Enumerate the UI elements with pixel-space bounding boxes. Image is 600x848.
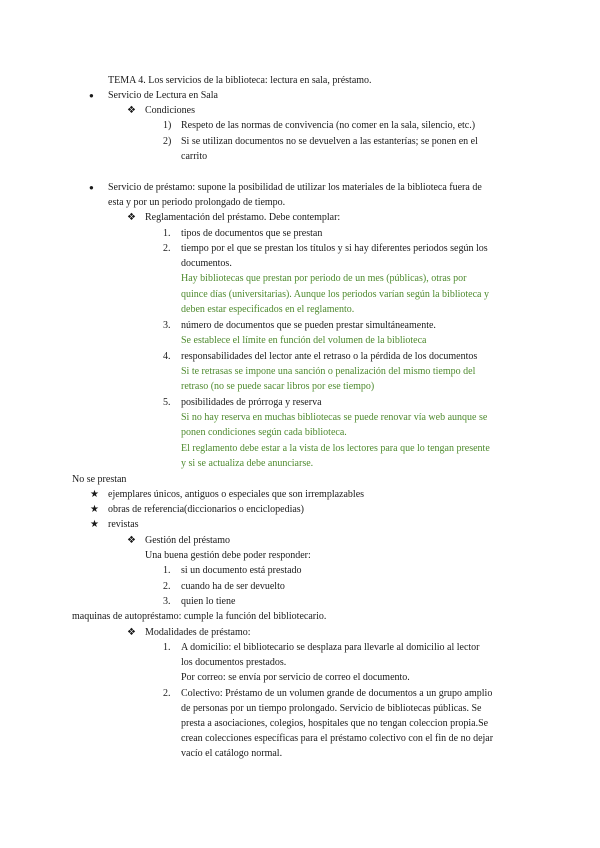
- list-item: si un documento está prestado: [181, 565, 302, 576]
- diamond-bullet-icon: ❖: [127, 105, 136, 116]
- list-item: cuando ha de ser devuelto: [181, 581, 285, 592]
- list-number: 2.: [163, 243, 171, 254]
- list-item: ejemplares únicos, antiguos o especiales que son irremplazables: [108, 489, 365, 500]
- note-line: El reglamento debe estar a la vista de los lectores para que lo tengan presente: [181, 443, 490, 454]
- list-item: presta a asociaciones, colegios, hospitales que no tengan coleccion propia.Se: [181, 718, 489, 729]
- list-number: 5.: [163, 397, 171, 408]
- note-line: Si no hay reserva en muchas bibliotecas se puede renovar vía web aunque se: [181, 412, 488, 423]
- list-number: 1): [163, 120, 172, 131]
- list-item: revistas: [108, 519, 139, 530]
- list-number: 1.: [163, 228, 171, 239]
- list-item: tiempo por el que se prestan los títulos y si hay diferentes periodos según los: [181, 243, 488, 254]
- no-prestan-heading: No se prestan: [72, 474, 127, 485]
- star-bullet-icon: ★: [90, 504, 99, 515]
- gestion-heading: Gestión del préstamo: [145, 535, 230, 546]
- star-bullet-icon: ★: [90, 489, 99, 500]
- star-bullet-icon: ★: [90, 519, 99, 530]
- bullet-dot: ●: [89, 91, 94, 100]
- note-line: Hay bibliotecas que prestan por periodo de un mes (públicas), otras por: [181, 273, 467, 284]
- diamond-bullet-icon: ❖: [127, 535, 136, 546]
- list-number: 2.: [163, 581, 171, 592]
- modalidades-heading: Modalidades de préstamo:: [145, 627, 251, 638]
- list-item: carrito: [181, 151, 208, 162]
- list-item: tipos de documentos que se prestan: [181, 228, 323, 239]
- prestamo-line: Servicio de préstamo: supone la posibilidad de utilizar los materiales de la biblioteca fuera de: [108, 182, 482, 193]
- list-number: 1.: [163, 565, 171, 576]
- list-item: responsabilidades del lector ante el retraso o la pérdida de los documentos: [181, 351, 478, 362]
- list-number: 3.: [163, 596, 171, 607]
- list-number: 3.: [163, 320, 171, 331]
- list-item: crean colecciones específicas para el préstamo colectivo con el fin de no dejar: [181, 733, 494, 744]
- note-line: retraso (no se puede sacar libros por ese tiempo): [181, 381, 375, 392]
- page-title: TEMA 4. Los servicios de la biblioteca: lectura en sala, préstamo.: [108, 75, 372, 86]
- list-item: posibilidades de prórroga y reserva: [181, 397, 322, 408]
- prestamo-line: esta y por un periodo prolongado de tiempo.: [108, 197, 286, 208]
- list-item: documentos.: [181, 258, 232, 269]
- list-item: quien lo tiene: [181, 596, 236, 607]
- list-item: obras de referencia(diccionarios o enciclopedias): [108, 504, 305, 515]
- sala-sub: Condiciones: [145, 105, 195, 116]
- list-item: Respeto de las normas de convivencia (no comer en la sala, silencio, etc.): [181, 120, 476, 131]
- note-line: ponen condiciones según cada biblioteca.: [181, 427, 347, 438]
- list-item: número de documentos que se pueden prestar simultáneamente.: [181, 320, 436, 331]
- sala-heading: Servicio de Lectura en Sala: [108, 90, 218, 101]
- list-number: 2): [163, 136, 172, 147]
- gestion-intro: Una buena gestión debe poder responder:: [145, 550, 311, 561]
- bullet-dot: ●: [89, 183, 94, 192]
- list-item: A domicilio: el bibliotecario se desplaza para llevarle al domicilio al lector: [181, 642, 480, 653]
- list-item: Por correo: se envía por servicio de correo el documento.: [181, 672, 410, 683]
- note-line: deben estar especificados en el reglamento.: [181, 304, 355, 315]
- list-number: 1.: [163, 642, 171, 653]
- list-item: los documentos prestados.: [181, 657, 287, 668]
- list-item: de personas por un tiempo prolongado. Servicio de bibliotecas públicas. Se: [181, 703, 482, 714]
- diamond-bullet-icon: ❖: [127, 212, 136, 223]
- note-line: Si te retrasas se impone una sanción o penalización del mismo tiempo del: [181, 366, 476, 377]
- list-item: Si se utilizan documentos no se devuelven a las estanterías; se ponen en el: [181, 136, 478, 147]
- list-item: Colectivo: Préstamo de un volumen grande de documentos a un grupo amplio: [181, 688, 493, 699]
- note-line: Se establece el límite en función del volumen de la biblioteca: [181, 335, 427, 346]
- list-number: 2.: [163, 688, 171, 699]
- note-line: quince días (universitarias). Aunque los periodos varían según la biblioteca y: [181, 289, 489, 300]
- diamond-bullet-icon: ❖: [127, 627, 136, 638]
- reglamentacion-heading: Reglamentación del préstamo. Debe contemplar:: [145, 212, 341, 223]
- list-item: vacío el catálogo normal.: [181, 748, 283, 759]
- note-line: y si se actualiza debe anunciarse.: [181, 458, 314, 469]
- list-number: 4.: [163, 351, 171, 362]
- maquinas-line: maquinas de autopréstamo: cumple la función del bibliotecario.: [72, 611, 327, 622]
